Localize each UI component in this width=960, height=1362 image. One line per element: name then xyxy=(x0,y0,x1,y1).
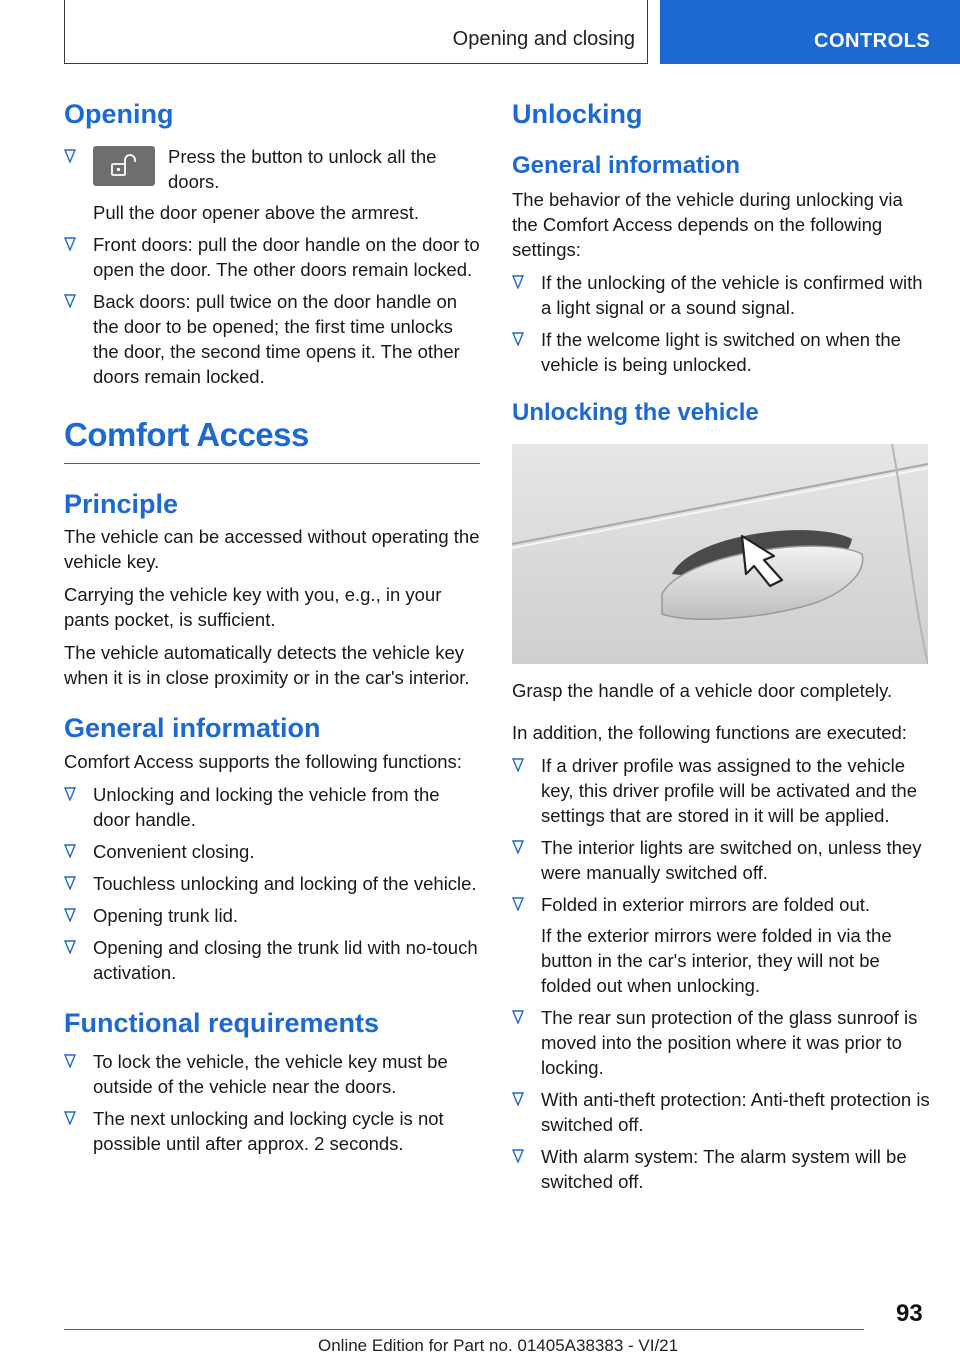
list-item: The rear sun protection of the glass sunroof is moved into the position where it was prior to locking. xyxy=(512,1005,930,1080)
triangle-bullet-icon xyxy=(512,840,524,854)
triangle-bullet-icon xyxy=(512,275,524,289)
header-chapter-tab xyxy=(660,0,960,64)
general-info-heading: General information xyxy=(512,152,741,180)
triangle-bullet-icon xyxy=(64,876,76,890)
addition-list xyxy=(512,753,930,1194)
triangle-bullet-icon xyxy=(512,1092,524,1106)
right-column xyxy=(512,98,930,1201)
triangle-bullet-icon xyxy=(64,294,76,308)
list-item: The next unlocking and locking cycle is not possible until after approx. 2 seconds. xyxy=(64,1106,480,1156)
principle-para: Carrying the vehicle key with you, e.g., in your pants pocket, is sufficient. xyxy=(64,584,442,631)
list-item: With anti-theft protection: Anti-theft protection is switched off. xyxy=(512,1087,930,1137)
principle-para: The vehicle can be accessed without operating the vehicle key. xyxy=(64,526,480,573)
list-item: Back doors: pull twice on the door handle on the door to be opened; the first time unlocks the door, the second time opens it. The other doors remain locked. xyxy=(64,289,480,389)
list-item: Convenient closing. xyxy=(64,839,480,864)
triangle-bullet-icon xyxy=(512,1149,524,1163)
general-list xyxy=(512,270,930,377)
list-item: Unlocking and locking the vehicle from the door handle. xyxy=(64,782,480,832)
principle-heading: Principle xyxy=(64,488,179,519)
list-item xyxy=(64,144,480,225)
triangle-bullet-icon xyxy=(64,1054,76,1068)
opening-heading: Opening xyxy=(64,99,174,129)
unlocking-heading: Unlocking xyxy=(512,99,643,129)
opening-button-text: Press the button to unlock all the doors. xyxy=(168,146,437,193)
footer-edition: Online Edition for Part no. 01405A38383 - VI/21 xyxy=(318,1336,679,1355)
list-item: Touchless unlocking and locking of the vehicle. xyxy=(64,871,480,896)
triangle-bullet-icon xyxy=(512,1010,524,1024)
triangle-bullet-icon xyxy=(64,787,76,801)
page-number: 93 xyxy=(896,1300,923,1327)
comfort-access-heading-wrap xyxy=(64,415,480,464)
triangle-bullet-icon xyxy=(512,758,524,772)
addition-intro: In addition, the following functions are executed: xyxy=(512,721,907,743)
list-item: Opening trunk lid. xyxy=(64,903,480,928)
list-item: If a driver profile was assigned to the vehicle key, this driver profile will be activated and the settings that are stored in it will be applied. xyxy=(512,753,930,828)
general-list xyxy=(64,782,480,985)
door-handle-image xyxy=(512,444,928,664)
list-item: The interior lights are switched on, unless they were manually switched off. xyxy=(512,835,930,885)
left-column xyxy=(64,98,480,1163)
general-info-heading: General information xyxy=(64,713,321,744)
general-intro: Comfort Access supports the following functions: xyxy=(64,750,462,772)
list-item: Front doors: pull the door handle on the door to open the door. The other doors remain locked. xyxy=(64,232,480,282)
list-item: If the unlocking of the vehicle is confirmed with a light signal or a sound signal. xyxy=(512,270,930,320)
triangle-bullet-icon xyxy=(64,149,76,163)
list-item: To lock the vehicle, the vehicle key must be outside of the vehicle near the doors. xyxy=(64,1049,480,1099)
triangle-bullet-icon xyxy=(512,332,524,346)
triangle-bullet-icon xyxy=(64,237,76,251)
general-intro: The behavior of the vehicle during unlocking via the Comfort Access depends on the following settings: xyxy=(512,189,903,261)
footer-divider xyxy=(64,1329,864,1330)
triangle-bullet-icon xyxy=(64,908,76,922)
triangle-bullet-icon xyxy=(64,940,76,954)
comfort-access-heading: Comfort Access xyxy=(64,416,309,454)
unlock-button-icon xyxy=(93,146,155,186)
triangle-bullet-icon xyxy=(512,897,524,911)
list-item: Opening and closing the trunk lid with no-touch activation. xyxy=(64,935,480,985)
list-item: With alarm system: The alarm system will be switched off. xyxy=(512,1144,930,1194)
header-section-title: Opening and closing xyxy=(452,28,635,50)
mirror-note: If the exterior mirrors were folded in via the button in the car's interior, they will not be folded out when unlocking. xyxy=(541,924,892,996)
triangle-bullet-icon xyxy=(64,844,76,858)
functional-list xyxy=(64,1049,480,1156)
grasp-text: Grasp the handle of a vehicle door completely. xyxy=(512,679,893,701)
opening-list xyxy=(64,144,480,389)
functional-requirements-heading: Functional requirements xyxy=(64,1007,380,1038)
unlocking-vehicle-heading: Unlocking the vehicle xyxy=(512,399,759,427)
list-item: If the welcome light is switched on when the vehicle is being unlocked. xyxy=(512,327,930,377)
triangle-bullet-icon xyxy=(64,1111,76,1125)
principle-para: The vehicle automatically detects the vehicle key when it is in close proximity or in the car's interior. xyxy=(64,642,470,689)
opening-note: Pull the door opener above the armrest. xyxy=(93,202,419,224)
header-chapter-title: CONTROLS xyxy=(814,30,931,52)
list-item: Folded in exterior mirrors are folded out. If the exterior mirrors were folded in via the button in the car's interior, they will not be folded out when unlocking. xyxy=(512,892,930,998)
header-section-box xyxy=(64,0,648,64)
